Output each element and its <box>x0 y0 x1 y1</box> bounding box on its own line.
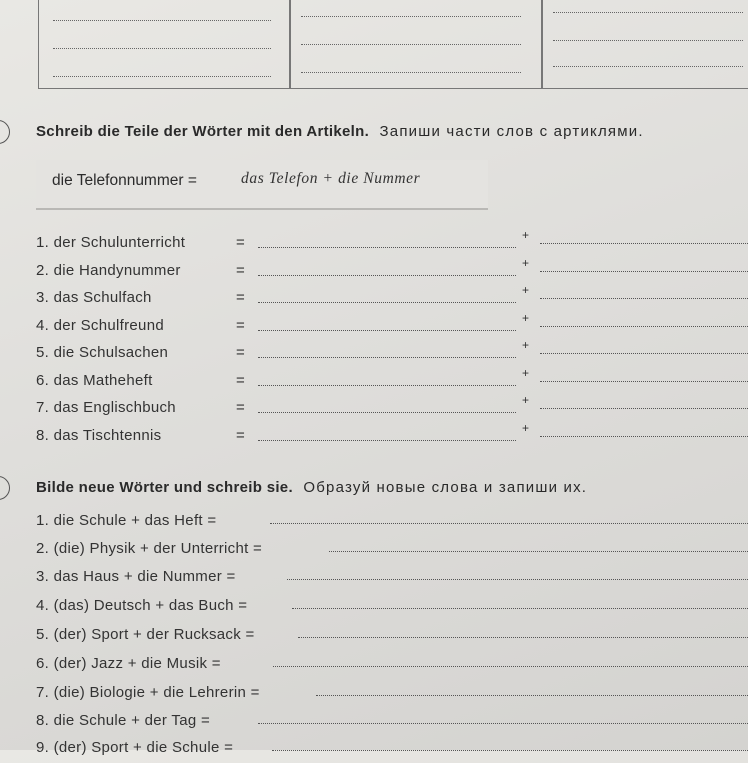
exercise2-heading <box>36 479 587 496</box>
answer-line[interactable] <box>53 20 271 21</box>
answer-line[interactable] <box>287 579 748 580</box>
plus-sign: + <box>522 338 530 352</box>
exercise2-row <box>36 655 748 679</box>
exercise1-item: 8. das Tischtennis <box>36 427 162 444</box>
exercise1-row <box>36 421 748 451</box>
exercise1-heading-de: Schreib die Teile der Wörter mit den Artikeln. <box>36 123 370 140</box>
exercise1-item: 5. die Schulsachen <box>36 344 169 361</box>
exercise2-item: 9. (der) Sport + die Schule = <box>36 739 234 756</box>
answer-line-part2[interactable] <box>540 408 748 409</box>
answer-line[interactable] <box>329 551 748 552</box>
answer-line[interactable] <box>553 12 743 13</box>
exercise2-row <box>36 626 748 650</box>
equals-sign: = <box>236 372 245 389</box>
exercise1-item: 4. der Schulfreund <box>36 317 164 334</box>
exercise-number-circle <box>0 120 10 144</box>
exercise2-item: 4. (das) Deutsch + das Buch = <box>36 597 248 614</box>
exercise1-row <box>36 256 748 286</box>
answer-line[interactable] <box>272 750 748 751</box>
plus-sign: + <box>522 256 530 270</box>
answer-line[interactable] <box>53 76 271 77</box>
answer-line-part2[interactable] <box>540 353 748 354</box>
answer-line-part1[interactable] <box>258 357 516 358</box>
exercise1-item: 1. der Schulunterricht <box>36 234 186 251</box>
answer-line[interactable] <box>301 72 521 73</box>
exercise1-row <box>36 311 748 341</box>
answer-line-part1[interactable] <box>258 302 516 303</box>
exercise2-row <box>36 684 748 708</box>
plus-sign: + <box>522 393 530 407</box>
exercise2-item: 1. die Schule + das Heft = <box>36 512 217 529</box>
plus-sign: + <box>522 283 530 297</box>
answer-line-part2[interactable] <box>540 243 748 244</box>
exercise1-row <box>36 338 748 368</box>
answer-line-part1[interactable] <box>258 330 516 331</box>
exercise-number-circle <box>0 476 10 500</box>
plus-sign: + <box>522 421 530 435</box>
exercise2-row <box>36 568 748 592</box>
answer-line-part1[interactable] <box>258 247 516 248</box>
exercise1-item: 6. das Matheheft <box>36 372 153 389</box>
equals-sign: = <box>236 344 245 361</box>
answer-line[interactable] <box>53 48 271 49</box>
answer-line-part1[interactable] <box>258 440 516 441</box>
answer-line[interactable] <box>316 695 748 696</box>
example-box <box>36 160 488 208</box>
example-word: die Telefonnummer = <box>52 172 197 189</box>
answer-line[interactable] <box>298 637 748 638</box>
equals-sign: = <box>236 289 245 306</box>
answer-line-part2[interactable] <box>540 436 748 437</box>
equals-sign: = <box>236 399 245 416</box>
exercise1-row <box>36 393 748 423</box>
exercise2-item: 3. das Haus + die Nummer = <box>36 568 236 585</box>
exercise2-item: 8. die Schule + der Tag = <box>36 712 211 729</box>
equals-sign: = <box>236 427 245 444</box>
table-divider <box>289 0 291 88</box>
answer-line[interactable] <box>301 16 521 17</box>
exercise2-heading-de: Bilde neue Wörter und schreib sie. <box>36 479 293 496</box>
answer-line[interactable] <box>301 44 521 45</box>
answer-line-part1[interactable] <box>258 275 516 276</box>
equals-sign: = <box>236 234 245 251</box>
answer-line-part2[interactable] <box>540 381 748 382</box>
example-answer: das Telefon + die Nummer <box>241 170 421 187</box>
answer-line-part1[interactable] <box>258 385 516 386</box>
answer-line[interactable] <box>292 608 748 609</box>
exercise2-heading-ru: Образуй новые слова и запиши их. <box>303 479 588 496</box>
answer-line-part1[interactable] <box>258 412 516 413</box>
exercise1-row <box>36 228 748 258</box>
exercise2-row <box>36 540 748 564</box>
answer-line[interactable] <box>273 666 748 667</box>
answer-line[interactable] <box>258 723 748 724</box>
previous-exercise-table <box>38 0 748 89</box>
exercise1-row <box>36 283 748 313</box>
answer-line[interactable] <box>553 40 743 41</box>
plus-sign: + <box>522 366 530 380</box>
exercise1-row <box>36 366 748 396</box>
exercise2-row <box>36 712 748 736</box>
exercise2-item: 2. (die) Physik + der Unterricht = <box>36 540 263 557</box>
exercise2-item: 5. (der) Sport + der Rucksack = <box>36 626 255 643</box>
answer-line[interactable] <box>270 523 748 524</box>
table-divider <box>541 0 543 88</box>
exercise1-item: 2. die Handynummer <box>36 262 181 279</box>
plus-sign: + <box>522 311 530 325</box>
exercise2-item: 7. (die) Biologie + die Lehrerin = <box>36 684 260 701</box>
exercise2-row <box>36 512 748 536</box>
answer-line-part2[interactable] <box>540 326 748 327</box>
answer-line-part2[interactable] <box>540 271 748 272</box>
plus-sign: + <box>522 228 530 242</box>
exercise1-heading <box>36 123 644 140</box>
answer-line-part2[interactable] <box>540 298 748 299</box>
exercise2-row <box>36 739 748 763</box>
exercise1-heading-ru: Запиши части слов с артиклями. <box>379 123 644 140</box>
exercise1-item: 7. das Englischbuch <box>36 399 176 416</box>
equals-sign: = <box>236 262 245 279</box>
exercise2-row <box>36 597 748 621</box>
answer-line[interactable] <box>553 66 743 67</box>
exercise2-item: 6. (der) Jazz + die Musik = <box>36 655 221 672</box>
exercise1-item: 3. das Schulfach <box>36 289 152 306</box>
equals-sign: = <box>236 317 245 334</box>
